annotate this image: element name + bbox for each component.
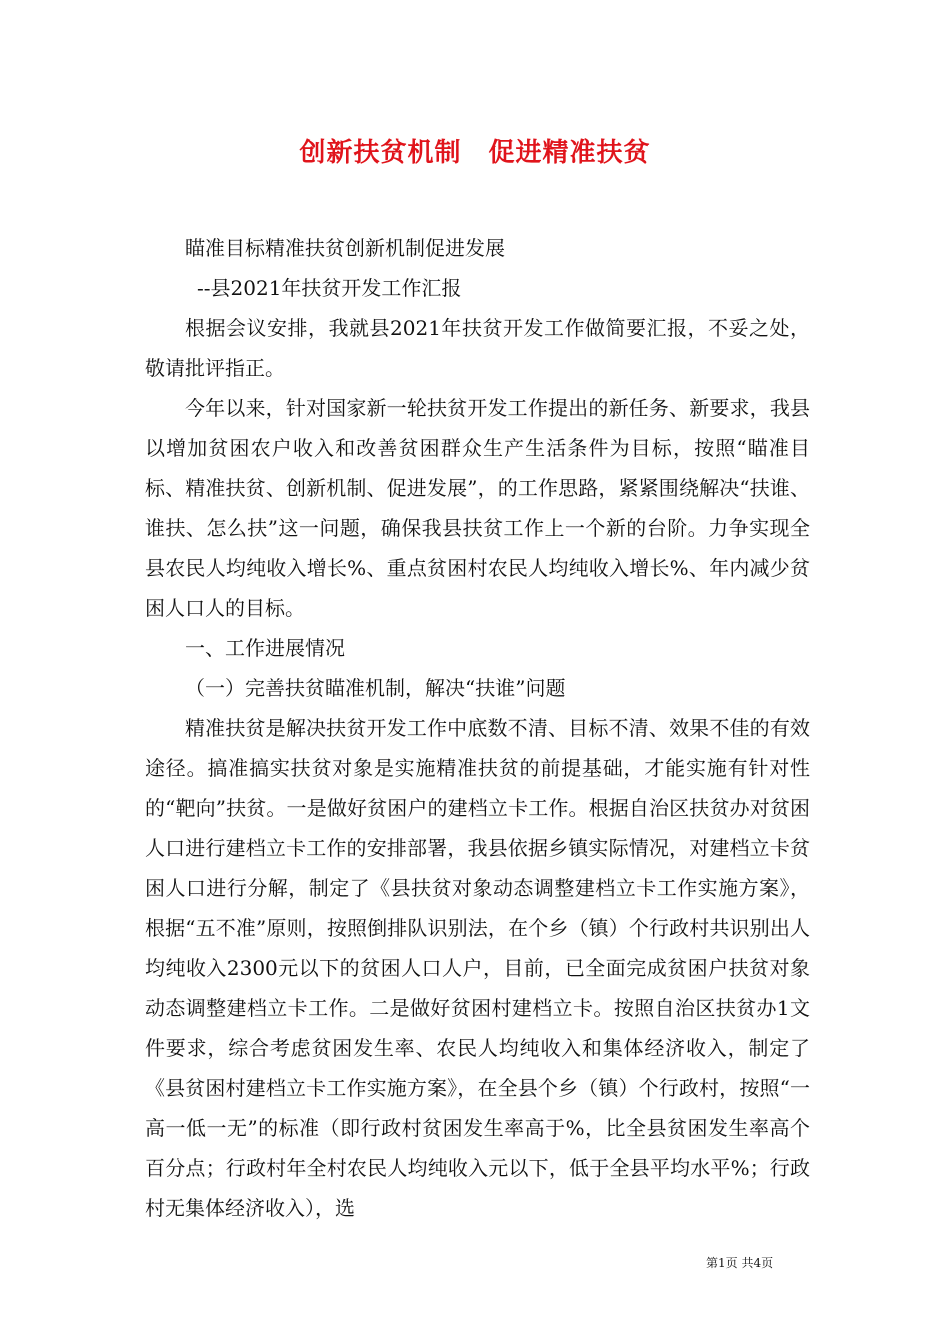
page-number: 第1页 共4页 xyxy=(706,1256,774,1270)
document-title: 创新扶贫机制 促进精准扶贫 xyxy=(299,138,651,168)
section-heading: 一、工作进展情况 xyxy=(185,636,345,660)
paragraph-body: 精准扶贫是解决扶贫开发工作中底数不清、目标不清、效果不佳的有效途径。搞准搞实扶贫对象是实施精准扶贫的前提基础，才能实施有针对性的“靶向”扶贫。一是做好贫困户的建档立卡工作。根据自治区扶贫办对贫困人口进行建档立卡工作的安排部署，我县依据乡镇实际情况，对建档立卡贫困人口进行分解，制定了《县扶贫对象动态调整建档立卡工作实施方案》，根据“五不准”原则，按照倒排队识别法，在个乡（镇）个行政村共识别出人均纯收入2300元以下的贫困人口人户，目前，已全面完成贫困户扶贫对象动态调整建档立卡工作。二是做好贫困村建档立卡。按照自治区扶贫办1文件要求，综合考虑贫困发生率、农民人均纯收入和集体经济收入，制定了《县贫困村建档立卡工作实施方案》，在全县个乡（镇）个行政村，按照“一高一低一无”的标准（即行政村贫困发生率高于%，比全县贫困发生率高个百分点；行政村年全村农民人均纯收入元以下，低于全县平均水平%；行政村无集体经济收入），选 xyxy=(145,716,810,1220)
paragraph-overview: 今年以来，针对国家新一轮扶贫开发工作提出的新任务、新要求，我县以增加贫困农户收入和改善贫困群众生产生活条件为目标，按照“瞄准目标、精准扶贫、创新机制、促进发展”，的工作思路，紧紧围绕解决“扶谁、谁扶、怎么扶”这一问题，确保我县扶贫工作上一个新的台阶。力争实现全县农民人均纯收入增长%、重点贫困村农民人均纯收入增长%、年内减少贫困人口人的目标。 xyxy=(145,396,810,620)
subsection-heading: （一）完善扶贫瞄准机制，解决“扶谁”问题 xyxy=(185,676,566,700)
paragraph-subtitle: --县2021年扶贫开发工作汇报 xyxy=(197,276,462,300)
paragraph-heading: 瞄准目标精准扶贫创新机制促进发展 xyxy=(185,236,505,260)
document-body xyxy=(145,228,810,1228)
paragraph-intro: 根据会议安排，我就县2021年扶贫开发工作做简要汇报，不妥之处，敬请批评指正。 xyxy=(145,316,810,380)
